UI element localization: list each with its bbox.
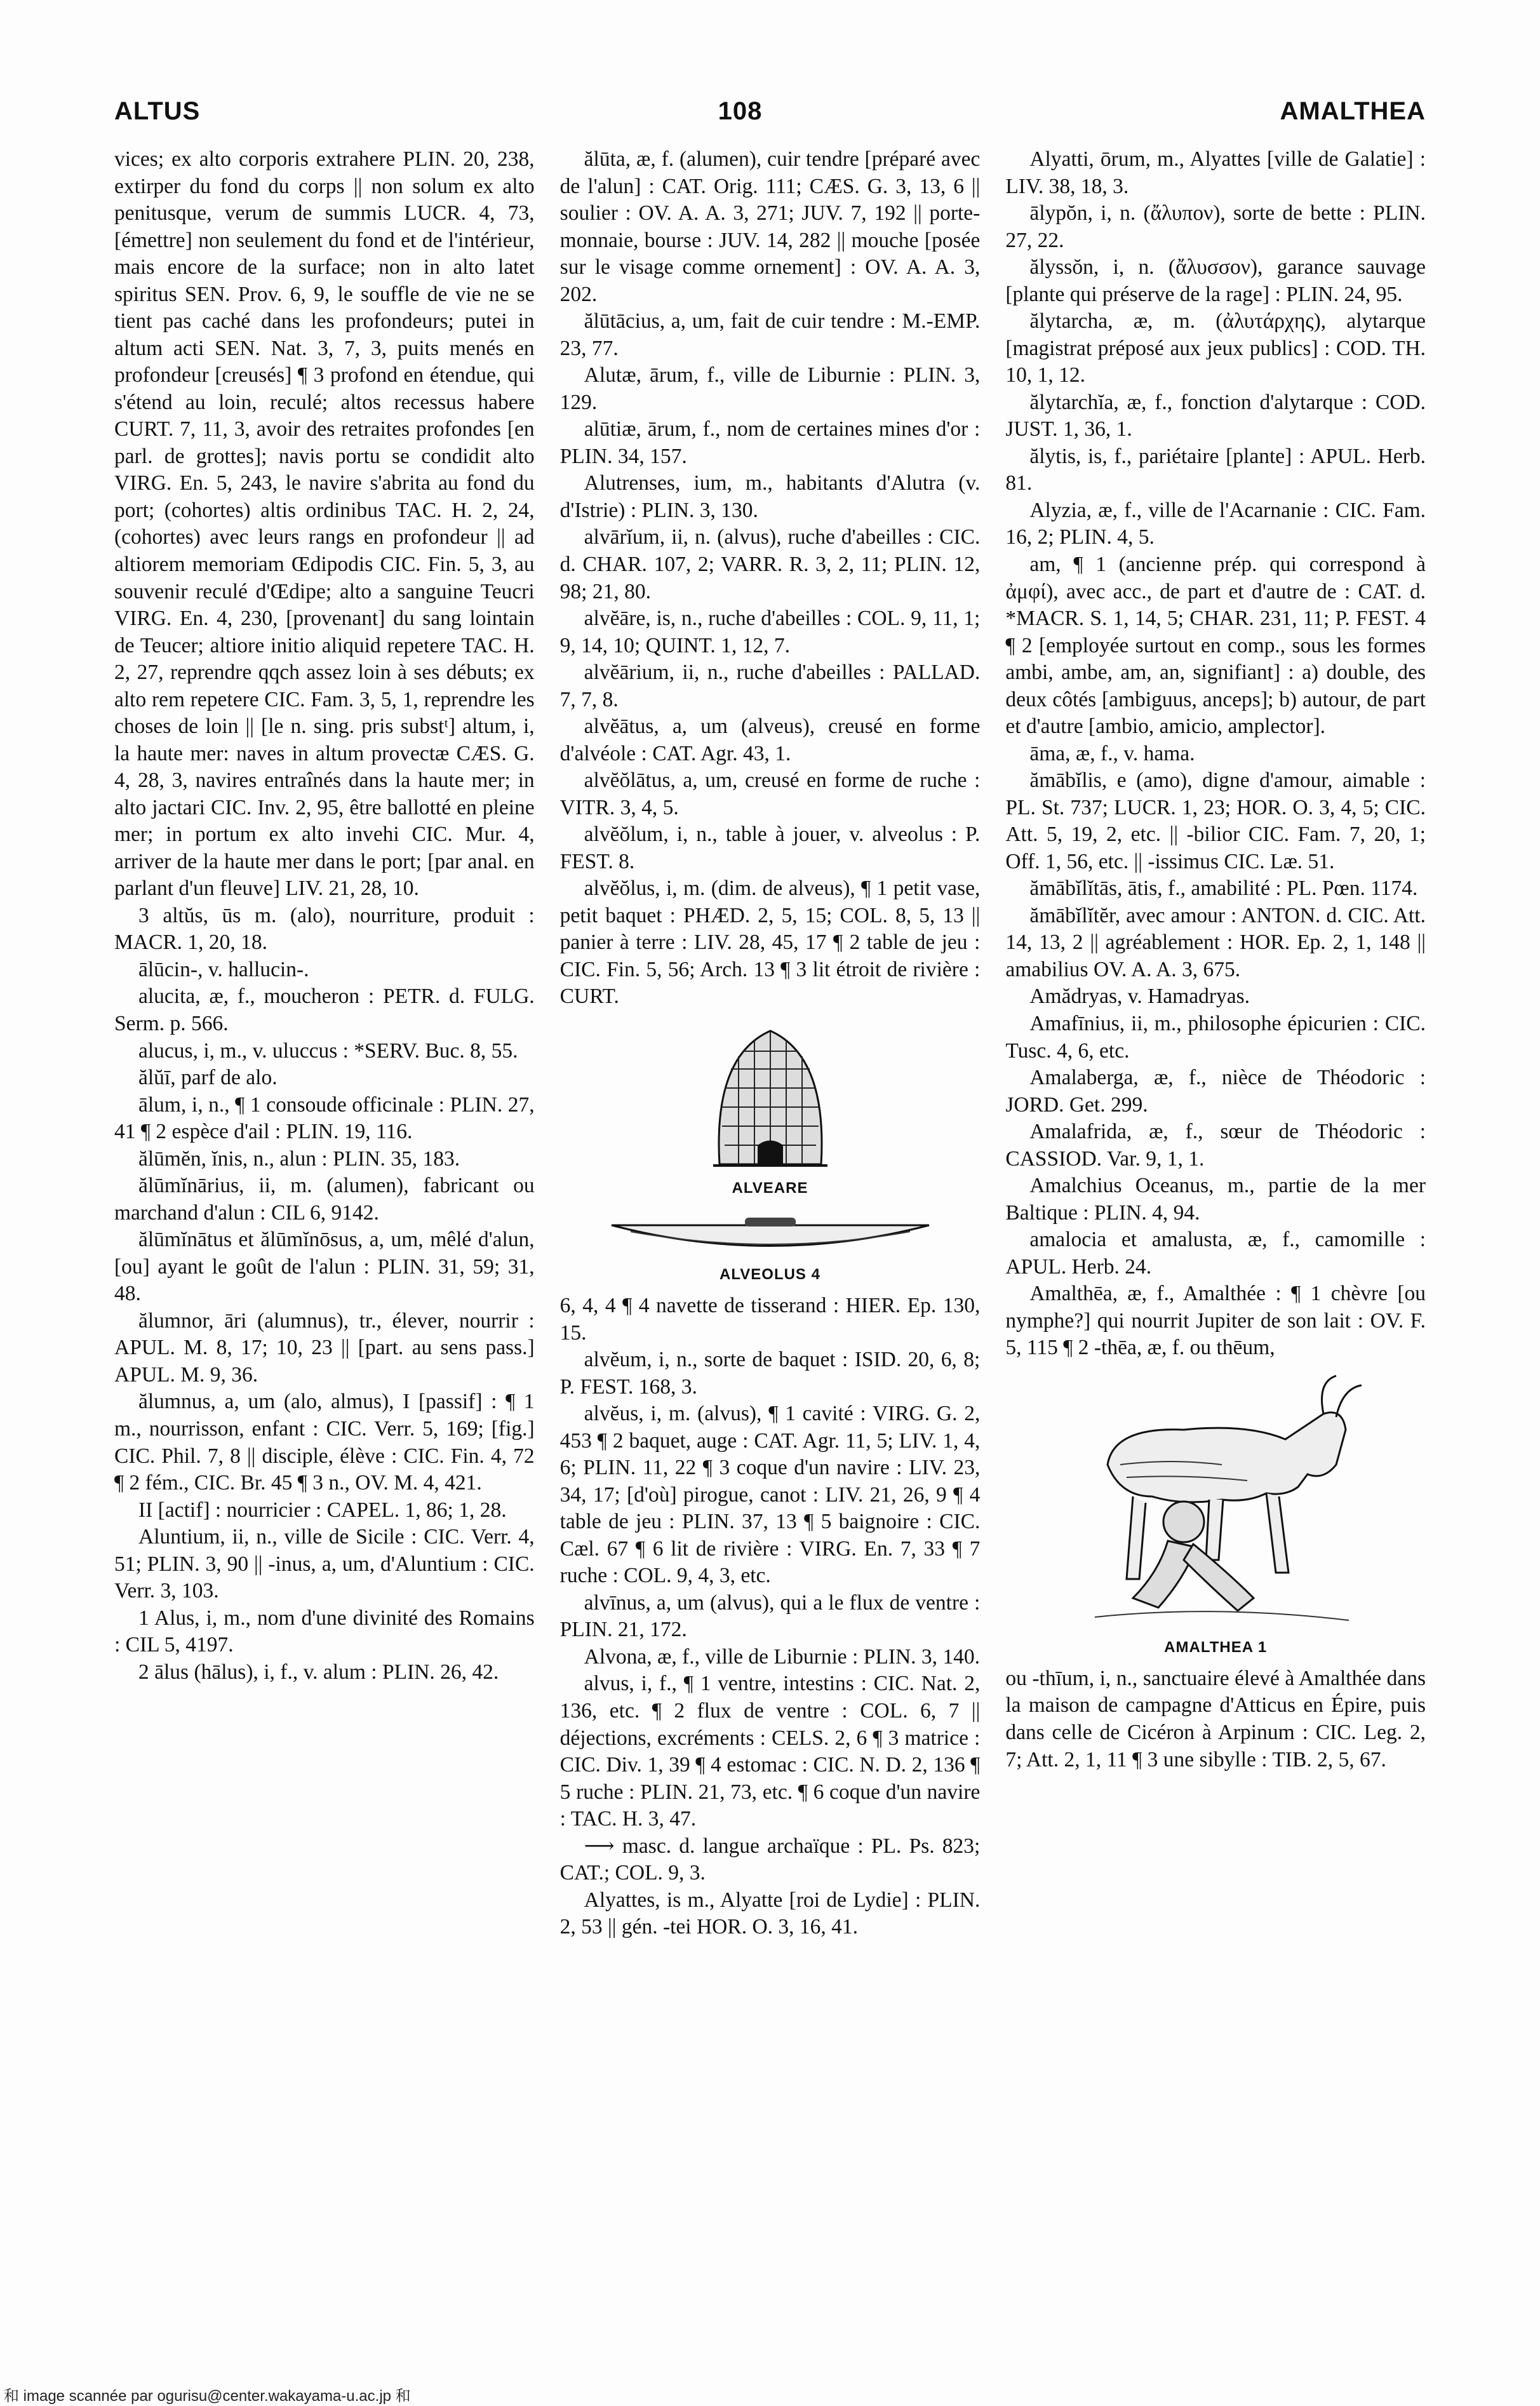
dictionary-entry: ălūtācius, a, um, fait de cuir tendre : M.-EMP. 23, 77. xyxy=(559,309,981,360)
dictionary-entry: ălūmĭnārius, ii, m. (alumen), fabricant ou marchand d'alun : CIL 6, 9142. xyxy=(114,1174,535,1225)
dictionary-entry: ălumnus, a, um (alo, almus), I [passif] : ¶ 1 m., nourrisson, enfant : CIC. Verr. 5, 169; [fig.] CIC. Phil. 7, 8 || disciple, élève : CIC. Fin. 4, 72 ¶ 2 fém., CIC. Br. 45 ¶ 3 n., OV. M. 4, 421. xyxy=(114,1390,535,1495)
dictionary-entry: alvĕum, i, n., sorte de baquet : ISID. 20, 6, 8; P. FEST. 168, 3. xyxy=(559,1348,981,1399)
column-3-entries-top xyxy=(1005,146,1426,1362)
dictionary-entry: alvĕātus, a, um (alveus), creusé en forme d'alvéole : CAT. Agr. 43, 1. xyxy=(559,715,981,765)
column-1-entries xyxy=(114,146,535,1686)
beehive-illustration xyxy=(700,1018,840,1177)
dictionary-entry: āma, æ, f., v. hama. xyxy=(1029,741,1195,765)
dictionary-entry: Alyatti, ōrum, m., Alyattes [ville de Galatie] : LIV. 38, 18, 3. xyxy=(1005,147,1426,198)
figure-alveolus xyxy=(560,1206,981,1284)
dictionary-entry: ⟶ masc. d. langue archaïque : PL. Ps. 823; CAT.; COL. 9, 3. xyxy=(559,1834,981,1885)
dictionary-entry: ălumnor, āri (alumnus), tr., élever, nourrir : APUL. M. 8, 17; 10, 23 || [part. au sens pass.] APUL. M. 9, 36. xyxy=(114,1308,535,1387)
dictionary-entry: amalocia et amalusta, æ, f., camomille : APUL. Herb. 24. xyxy=(1005,1228,1426,1279)
dictionary-entry: alvĕāre, is, n., ruche d'abeilles : COL. 9, 11, 1; 9, 14, 10; QUINT. 1, 12, 7. xyxy=(559,607,981,657)
dictionary-entry: alvĕŏlum, i, n., table à jouer, v. alveolus : P. FEST. 8. xyxy=(559,823,981,873)
dictionary-entry: Amădryas, v. Hamadryas. xyxy=(1029,985,1250,1009)
scan-credit-footer: 和 image scannée par ogurisu@center.wakayama-u.ac.jp 和 xyxy=(4,2388,411,2405)
dictionary-entry: ămābĭlis, e (amo), digne d'amour, aimable : PL. St. 737; LUCR. 1, 23; HOR. O. 3, 4, 5; CIC. Att. 5, 19, 2, etc. || -bilior CIC. Fam. 7, 20, 1; Off. 1, 56, etc. || -issimus CIC. Læ. 51. xyxy=(1005,769,1426,873)
dictionary-entry: ălŭī, parf de alo. xyxy=(138,1066,278,1090)
dictionary-entry: alvus, i, f., ¶ 1 ventre, intestins : CIC. Nat. 2, 136, etc. ¶ 2 flux de ventre : COL. 6, 7 || déjections, excréments : CELS. 2, 6 ¶ 3 matrice : CIC. Div. 1, 39 ¶ 4 estomac : CIC. N. D. 2, 136 ¶ 5 ruche : PLIN. 21, 73, etc. ¶ 6 coque d'un navire : TAC. H. 3, 47. xyxy=(559,1672,981,1831)
dictionary-entry: ou -thīum, i, n., sanctuaire élevé à Amalthée dans la maison de campagne d'Atticus en Épire, puis dans celle de Cicéron à Arpinum : CIC. Leg. 2, 7; Att. 2, 1, 11 ¶ 3 une sibylle : TIB. 2, 5, 67. xyxy=(1005,1666,1426,1771)
column-2-entries-top xyxy=(560,146,981,1011)
dictionary-entry: 2 ālus (hālus), i, f., v. alum : PLIN. 26, 42. xyxy=(138,1660,499,1684)
caption-alveare: ALVEARE xyxy=(732,1179,808,1197)
caption-alveolus: ALVEOLUS 4 xyxy=(720,1266,820,1283)
dictionary-entry: vices; ex alto corporis extrahere PLIN. 20, 238, extirper du fond du corps || non solum ex alto penitusque, verum de summis LUCR. 4, 73, [émettre] non seulement du fond et de l'intérieur, mais encore de la surface; non in alto latet spiritus SEN. Prov. 6, 9, le souffle de vie ne se tient pas caché dans les profondeurs; putei in altum acti SEN. Nat. 3, 7, 3, puits menés en profondeur [creusés] ¶ 3 profond en étendue, qui s'étend au loin, reculé; altos recessus habere CURT. 7, 11, 3, avoir des retraites profondes [en parl. de grottes]; navis portu se condidit alto VIRG. En. 5, 243, le navire s'abrita au fond du port; (cohortes) altis ordinibus TAC. H. 2, 24, (cohortes) avec leurs rangs en profondeur || ad altiorem memoriam Œdipodis CIC. Fin. 5, 3, au souvenir reculé d'Œdipe; alto a sanguine Teucri VIRG. En. 4, 230, [provenant] du sang lointain de Teucer; altiore initio aliquid repetere TAC. H. 2, 27, reprendre qqch assez loin à ses débuts; ex alto rem repetere CIC. Fam. 3, 5, 1, reprendre les choses de loin || [le n. sing. pris substᵗ] altum, i, la haute mer: naves in altum provectæ CÆS. G. 4, 28, 3, navires entraînés dans la haute mer; in alto jactari CIC. Inv. 2, 95, être ballotté en pleine mer; in portum ex alto invehi CIC. Mur. 4, arriver de la haute mer dans le port; [par anal. en parlant d'un fleuve] LIV. 21, 28, 10. xyxy=(114,147,535,901)
figure-alveare xyxy=(560,1018,981,1197)
dictionary-columns xyxy=(114,146,1426,2350)
dictionary-entry: ālūcin-, v. hallucin-. xyxy=(138,957,309,981)
dictionary-entry: alvĕŏlus, i, m. (dim. de alveus), ¶ 1 petit vase, petit baquet : PHÆD. 2, 5, 15; COL. 8, 5, 13 || panier à terre : LIV. 28, 45, 17 ¶ 2 table de jeu : CIC. Fin. 5, 56; Arch. 13 ¶ 3 lit étroit de rivière : CURT. xyxy=(559,877,981,1009)
page-number: 108 xyxy=(718,97,763,125)
dictionary-entry: ălyssŏn, i, n. (ἄλυσσον), garance sauvage [plante qui préserve de la rage] : PLIN. 24, 95. xyxy=(1005,255,1426,306)
column-2-entries-bottom xyxy=(560,1293,981,1941)
dictionary-entry: Alutæ, ārum, f., ville de Liburnie : PLIN. 3, 129. xyxy=(559,363,981,414)
dictionary-entry: ālypŏn, i, n. (ἄλυπον), sorte de bette : PLIN. 27, 22. xyxy=(1005,201,1426,252)
dictionary-entry: Alyzia, æ, f., ville de l'Acarnanie : CIC. Fam. 16, 2; PLIN. 4, 5. xyxy=(1005,498,1426,549)
dictionary-entry: Alvona, æ, f., ville de Liburnie : PLIN. 3, 140. xyxy=(584,1644,981,1669)
dictionary-entry: 1 Alus, i, m., nom d'une divinité des Romains : CIL 5, 4197. xyxy=(114,1606,535,1657)
dictionary-entry: ālum, i, n., ¶ 1 consoude officinale : PLIN. 27, 41 ¶ 2 espèce d'ail : PLIN. 19, 116. xyxy=(114,1092,535,1144)
dictionary-entry: Amalaberga, æ, f., nièce de Théodoric : JORD. Get. 299. xyxy=(1005,1066,1426,1117)
dictionary-entry: ălūta, æ, f. (alumen), cuir tendre [préparé avec de l'alun] : CAT. Orig. 111; CÆS. G. 3, 13, 6 || soulier : OV. A. A. 3, 271; JUV. 7, 192 || porte-monnaie, bourse : JUV. 14, 282 || mouche [posée sur le visage comme ornement] : OV. A. A. 3, 202. xyxy=(559,147,981,306)
dictionary-entry: Amafīnius, ii, m., philosophe épicurien : CIC. Tusc. 4, 6, etc. xyxy=(1005,1012,1426,1063)
header-right-word: AMALTHEA xyxy=(1280,97,1426,125)
dictionary-entry: Amalchius Oceanus, m., partie de la mer Baltique : PLIN. 4, 94. xyxy=(1005,1174,1426,1225)
dictionary-entry: alvīnus, a, um (alvus), qui a le flux de ventre : PLIN. 21, 172. xyxy=(559,1590,981,1642)
dictionary-entry: 6, 4, 4 ¶ 4 navette de tisserand : HIER. Ep. 130, 15. xyxy=(559,1294,981,1345)
dictionary-entry: alvārĭum, ii, n. (alvus), ruche d'abeilles : CIC. d. CHAR. 107, 2; VARR. R. 3, 2, 11; PLIN. 12, 98; 21, 80. xyxy=(559,525,981,603)
column-3 xyxy=(1005,146,1426,2350)
dictionary-entry: ălūmĭnātus et ălūmĭnōsus, a, um, mêlé d'alun, [ou] ayant le goût de l'alun : PLIN. 31, 59; 31, 48. xyxy=(114,1228,535,1306)
goat-nursing-child-illustration xyxy=(1057,1369,1374,1636)
column-3-entries-bottom xyxy=(1005,1665,1426,1773)
dictionary-entry: Aluntium, ii, n., ville de Sicile : CIC. Verr. 4, 51; PLIN. 3, 90 || -inus, a, um, d'Aluntium : CIC. Verr. 3, 103. xyxy=(114,1525,535,1603)
dictionary-entry: 3 altŭs, ūs m. (alo), nourriture, produit : MACR. 1, 20, 18. xyxy=(114,903,535,955)
dictionary-entry: ălytis, is, f., pariétaire [plante] : APUL. Herb. 81. xyxy=(1005,444,1426,495)
dictionary-entry: ălūmĕn, ĭnis, n., alun : PLIN. 35, 183. xyxy=(138,1146,460,1171)
column-2 xyxy=(560,146,981,2350)
dictionary-entry: alucus, i, m., v. uluccus : *SERV. Buc. 8, 55. xyxy=(138,1038,518,1063)
dictionary-entry: Alutrenses, ium, m., habitants d'Alutra (v. d'Istrie) : PLIN. 3, 130. xyxy=(559,471,981,522)
dictionary-entry: ămābĭlĭtās, ātis, f., amabilité : PL. Pœn. 1174. xyxy=(1029,877,1418,901)
header-left-word: ALTUS xyxy=(114,97,201,125)
dictionary-entry: Alyattes, is m., Alyatte [roi de Lydie] : PLIN. 2, 53 || gén. -tei HOR. O. 3, 16, 41. xyxy=(559,1888,981,1939)
page-header xyxy=(114,89,1426,133)
dictionary-entry: alūtiæ, ārum, f., nom de certaines mines d'or : PLIN. 34, 157. xyxy=(559,417,981,468)
dictionary-entry: ălytarchĭa, æ, f., fonction d'alytarque : COD. JUST. 1, 36, 1. xyxy=(1005,390,1426,441)
dictionary-entry: alvĕus, i, m. (alvus), ¶ 1 cavité : VIRG. G. 2, 453 ¶ 2 baquet, auge : CAT. Agr. 11, 5; LIV. 1, 4, 6; PLIN. 11, 22 ¶ 3 coque d'un navire : LIV. 23, 34, 17; [d'où] pirogue, canot : LIV. 21, 26, 9 ¶ 4 table de jeu : PLIN. 37, 13 ¶ 5 baignoire : CIC. Cæl. 67 ¶ 6 lit de rivière : VIRG. En. 7, 33 ¶ 7 ruche : COL. 9, 4, 3, etc. xyxy=(559,1402,981,1588)
figure-amalthea xyxy=(1005,1369,1426,1657)
dictionary-entry: II [actif] : nourricier : CAPEL. 1, 86; 1, 28. xyxy=(138,1498,507,1522)
dictionary-entry: am, ¶ 1 (ancienne prép. qui correspond à ἀμφί), avec acc., de part et d'autre de : CAT. d. *MACR. S. 1, 14, 5; CHAR. 231, 11; P. FEST. 4 ¶ 2 [employée surtout en comp., sous les formes ambi, ambe, am, an, signifiant] : a) double, des deux côtés [ambiguus, anceps]; b) autour, de part et d'autre [ambio, amicio, amplector]. xyxy=(1005,552,1426,739)
caption-amalthea: AMALTHEA 1 xyxy=(1164,1638,1268,1656)
dictionary-entry: alucita, æ, f., moucheron : PETR. d. FULG. Serm. p. 566. xyxy=(114,985,535,1035)
dictionary-entry: ămābĭlĭtĕr, avec amour : ANTON. d. CIC. Att. 14, 13, 2 || agréablement : HOR. Ep. 2, 1, 148 || amabilius OV. A. A. 3, 675. xyxy=(1005,903,1426,981)
dictionary-entry: Amalafrida, æ, f., sœur de Théodoric : CASSIOD. Var. 9, 1, 1. xyxy=(1005,1120,1426,1171)
canoe-illustration xyxy=(605,1206,935,1263)
dictionary-entry: ălytarcha, æ, m. (ἀλυτάρχης), alytarque [magistrat préposé aux jeux publics] : COD. TH. 10, 1, 12. xyxy=(1005,309,1426,387)
dictionary-entry: alvĕārium, ii, n., ruche d'abeilles : PALLAD. 7, 7, 8. xyxy=(559,661,981,711)
dictionary-entry: alvĕŏlātus, a, um, creusé en forme de ruche : VITR. 3, 4, 5. xyxy=(559,769,981,819)
dictionary-entry: Amalthēa, æ, f., Amalthée : ¶ 1 chèvre [ou nymphe?] qui nourrit Jupiter de son lait : OV. F. 5, 115 ¶ 2 -thēa, æ, f. ou thēum, xyxy=(1005,1282,1426,1360)
column-1 xyxy=(114,146,535,2350)
